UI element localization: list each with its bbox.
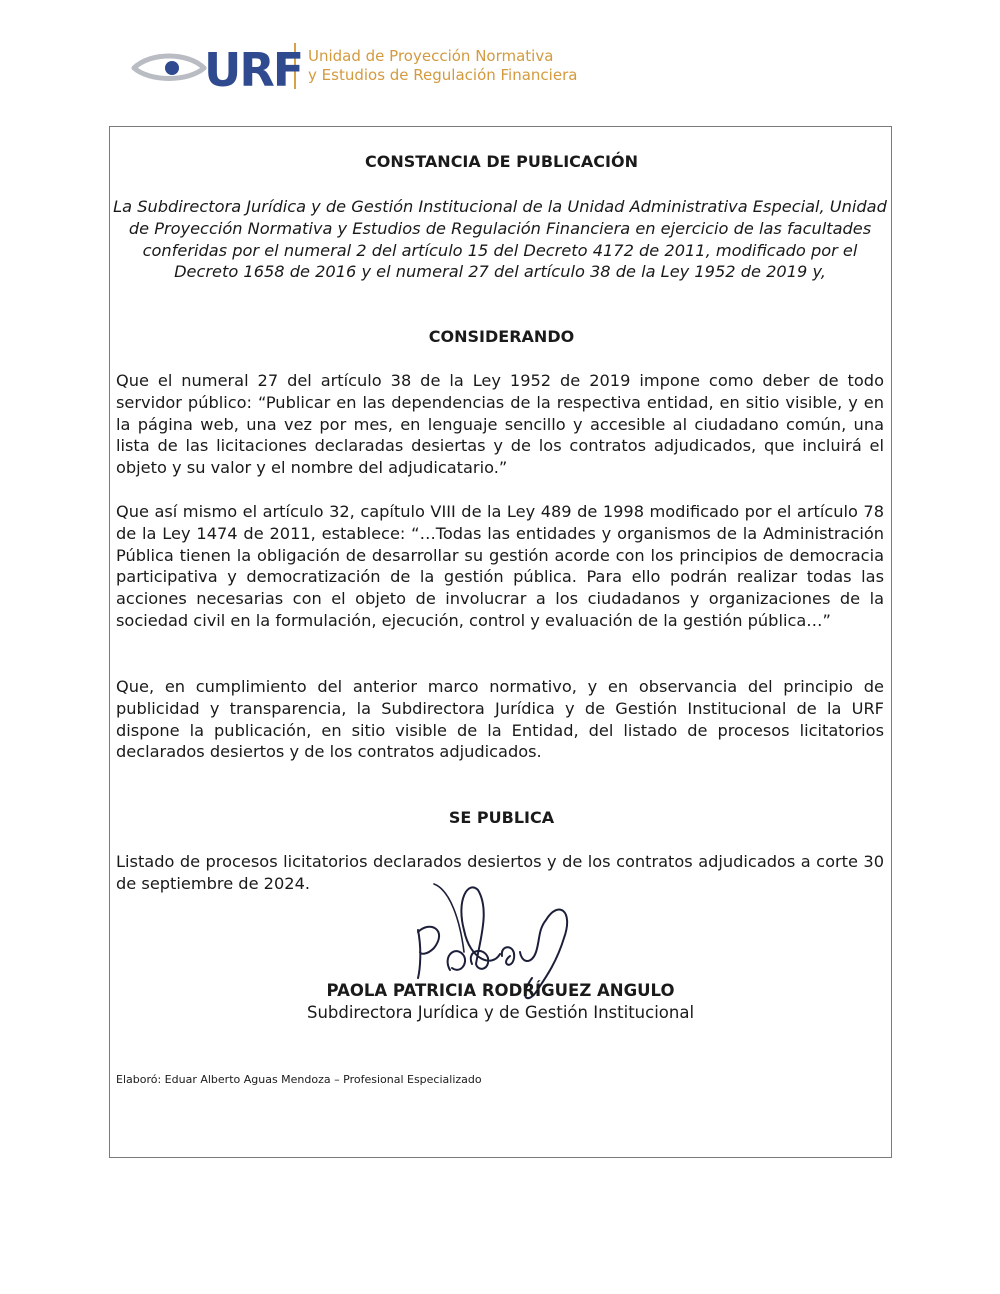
paragraph-1: Que el numeral 27 del artículo 38 de la Ley 1952 de 2019 impone como deber de todo servidor público: “Publicar en las dependencias de la respectiva entidad, en sitio visible, y en la página web, una vez por mes, en lenguaje sencillo y accesible al ciudadano común, una lista de las licitaciones declaradas desiertas y de los contratos adjudicados, que incluirá el objeto y su valor y el nombre del adjudicatario.”	[116, 371, 884, 478]
publica-text: Listado de procesos licitatorios declarados desiertos y de los contratos adjudicados a corte 30 de septiembre de 2024.	[116, 852, 884, 893]
org-name	[308, 47, 577, 85]
considerando-heading: CONSIDERANDO	[428, 327, 575, 346]
paragraph-3: Que, en cumplimiento del anterior marco normativo, y en observancia del principio de publicidad y transparencia, la Subdirectora Jurídica y de Gestión Institucional de la URF dispone la publicación, en sitio visible de la Entidad, del listado de procesos licitatorios declarados desiertos y de los contratos adjudicados.	[116, 677, 884, 762]
svg-text:URF: URF	[204, 43, 303, 97]
paragraph-2: Que así mismo el artículo 32, capítulo VIII de la Ley 489 de 1998 modificado por el artículo 78 de la Ley 1474 de 2011, establece: “…Todas las entidades y organismos de la Administración Pública tienen la obligación de desarrollar su gestión acorde con los principios de democracia participativa y democratización de la gestión pública. Para ello podrán realizar todas las acciones necesarias con el objeto de involucrar a los ciudadanos y organizaciones de la sociedad civil en la formulación, ejecución, control y evaluación de la gestión pública…”	[116, 502, 884, 630]
document-title: CONSTANCIA DE PUBLICACIÓN	[364, 152, 638, 171]
se-publica-heading: SE PUBLICA	[448, 808, 555, 827]
intro-paragraph: La Subdirectora Jurídica y de Gestión Institucional de la Unidad Administrativa Especial, Unidad de Proyección Normativa y Estudios de Regulación Financiera en ejercicio de las facultades conferidas por el numeral 2 del artículo 15 del Decreto 4172 de 2011, modificado por el Decreto 1658 de 2016 y el numeral 27 del artículo 38 de la Ley 1952 de 2019 y,	[113, 197, 887, 282]
org-name-line1: Unidad de Proyección Normativa	[308, 47, 554, 65]
urf-logo	[130, 38, 303, 97]
org-name-line2: y Estudios de Regulación Financiera	[308, 66, 578, 84]
header-logo	[130, 38, 578, 97]
eye-icon	[130, 38, 303, 97]
signer-title: Subdirectora Jurídica y de Gestión Institucional	[306, 1003, 695, 1022]
signer-name: PAOLA PATRICIA RODRÍGUEZ ANGULO	[326, 981, 675, 1000]
footer-note: Elaboró: Eduar Alberto Aguas Mendoza – Profesional Especializado	[116, 1073, 482, 1086]
